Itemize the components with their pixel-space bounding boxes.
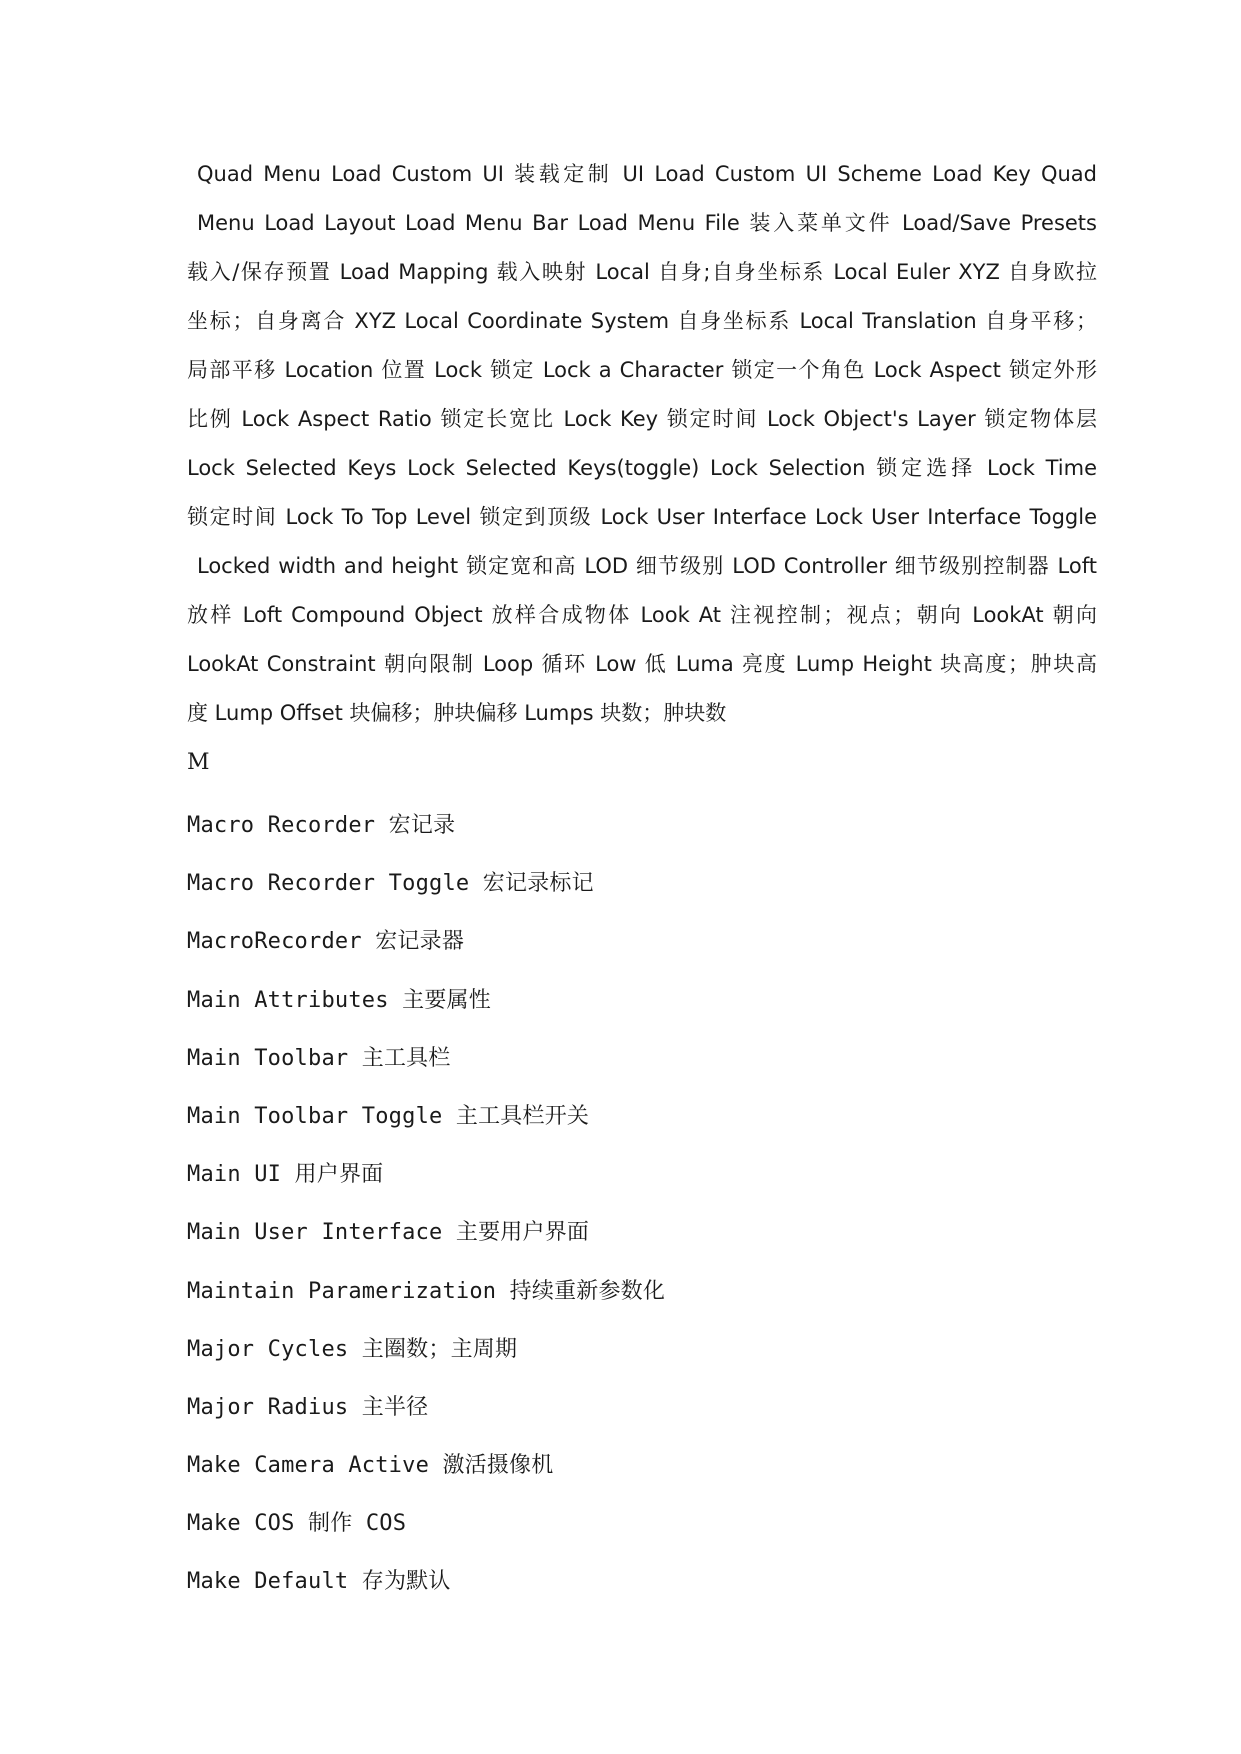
glossary-entry-list — [187, 797, 665, 1612]
glossary-entry: MacroRecorder 宏记录器 — [187, 929, 465, 955]
glossary-entry: Major Radius 主半径 — [187, 1394, 429, 1420]
section-letter-heading: M — [187, 750, 210, 775]
glossary-line: Menu Load Layout Load Menu Bar Load Menu File 装入菜单文件 Load/Save Presets — [197, 211, 1097, 235]
glossary-line: Lock Selected Keys Lock Selected Keys(toggle) Lock Selection 锁定选择 Lock Time — [187, 456, 1097, 480]
glossary-line: 坐标；自身离合 XYZ Local Coordinate System 自身坐标系 Local Translation 自身平移； — [187, 309, 1097, 333]
glossary-entry: Major Cycles 主圈数；主周期 — [187, 1336, 518, 1362]
glossary-line: LookAt Constraint 朝向限制 Loop 循环 Low 低 Luma 亮度 Lump Height 块高度；肿块高 — [187, 652, 1097, 676]
glossary-line: 锁定时间 Lock To Top Level 锁定到顶级 Lock User Interface Lock User Interface Toggle — [187, 505, 1097, 529]
glossary-line: Locked width and height 锁定宽和高 LOD 细节级别 LOD Controller 细节级别控制器 Loft — [197, 554, 1097, 578]
glossary-entry: Make COS 制作 COS — [187, 1511, 407, 1537]
glossary-entry: Main Attributes 主要属性 — [187, 987, 491, 1013]
glossary-paragraph — [187, 150, 1097, 738]
glossary-line: 局部平移 Location 位置 Lock 锁定 Lock a Character 锁定一个角色 Lock Aspect 锁定外形 — [187, 358, 1097, 382]
glossary-entry: Main Toolbar 主工具栏 — [187, 1045, 451, 1071]
glossary-entry: Make Default 存为默认 — [187, 1569, 451, 1595]
glossary-line: Quad Menu Load Custom UI 装载定制 UI Load Custom UI Scheme Load Key Quad — [197, 162, 1097, 186]
glossary-line: 度 Lump Offset 块偏移；肿块偏移 Lumps 块数；肿块数 — [187, 701, 727, 725]
glossary-entry: Main UI 用户界面 — [187, 1162, 384, 1188]
glossary-line: 比例 Lock Aspect Ratio 锁定长宽比 Lock Key 锁定时间 Lock Object's Layer 锁定物体层 — [187, 407, 1097, 431]
glossary-line: 放样 Loft Compound Object 放样合成物体 Look At 注视控制；视点；朝向 LookAt 朝向 — [187, 603, 1097, 627]
glossary-entry: Maintain Paramerization 持续重新参数化 — [187, 1278, 666, 1304]
glossary-entry: Main User Interface 主要用户界面 — [187, 1220, 590, 1246]
glossary-entry: Macro Recorder 宏记录 — [187, 813, 456, 838]
glossary-entry: Main Toolbar Toggle 主工具栏开关 — [187, 1103, 590, 1129]
glossary-entry: Make Camera Active 激活摄像机 — [187, 1453, 554, 1479]
glossary-line: 载入/保存预置 Load Mapping 载入映射 Local 自身;自身坐标系 Local Euler XYZ 自身欧拉 — [187, 260, 1097, 284]
glossary-entry: Macro Recorder Toggle 宏记录标记 — [187, 871, 594, 897]
